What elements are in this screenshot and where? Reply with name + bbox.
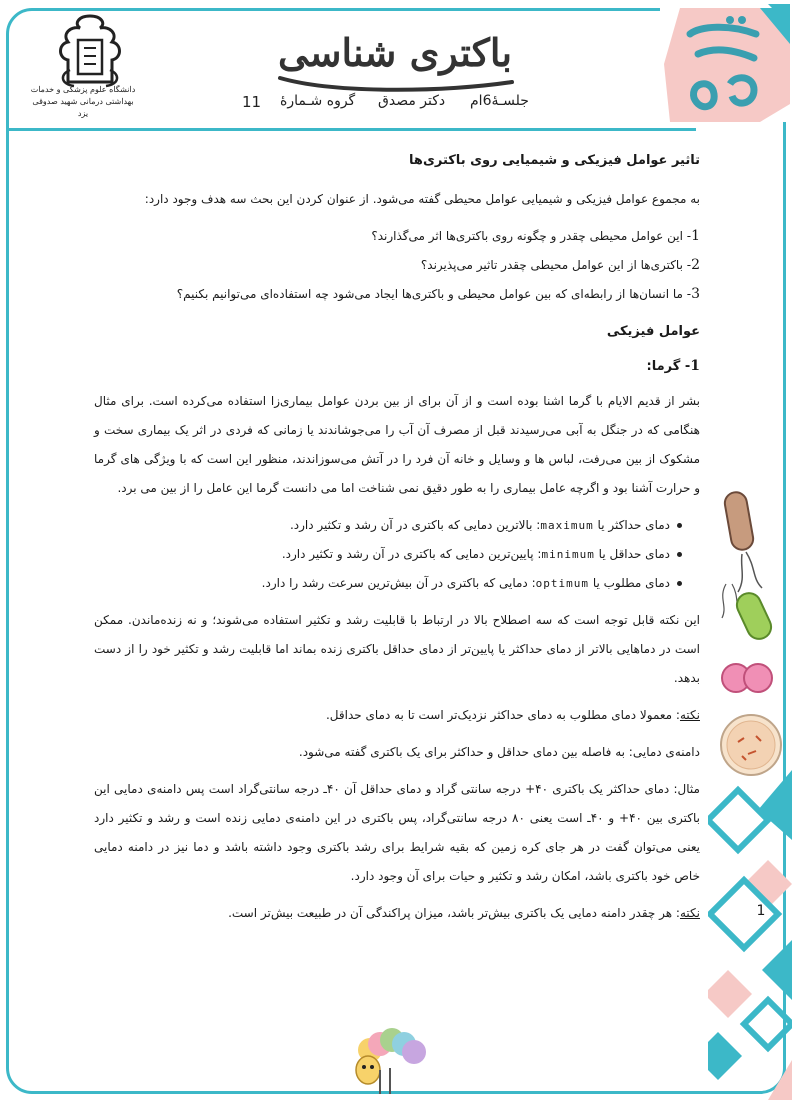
range-definition: دامنه‌ی دمایی: به فاصله بین دمای حداقل و حداکثر برای یک باکتری گفته می‌شود. bbox=[298, 745, 700, 759]
list-item-text: - ما انسان‌ها از رابطه‌ای که بین عوامل محیطی و باکتری‌ها ایجاد می‌شود چه استفاده‌ای می‌توانیم بکنیم؟ bbox=[176, 287, 692, 301]
course-title: باکتری شناسی bbox=[277, 30, 513, 75]
list-item bbox=[94, 280, 700, 309]
note-label: نکته bbox=[679, 708, 700, 722]
list-item-number: 2 bbox=[691, 257, 700, 273]
bullet-text: : دمایی که باکتری در آن بیش‌ترین سرعت رشد را دارد. bbox=[261, 576, 536, 590]
bullet-term: maximum bbox=[540, 519, 594, 532]
note-2 bbox=[94, 899, 700, 928]
note-1 bbox=[94, 701, 700, 730]
list-item-number: 1 bbox=[691, 228, 700, 244]
decorative-pattern bbox=[708, 770, 792, 1100]
bullet-text: : پایین‌ترین دمایی که باکتری در آن رشد و تکثیر دارد. bbox=[281, 547, 542, 561]
list-item bbox=[94, 222, 700, 251]
topic-heading bbox=[94, 352, 700, 381]
goals-list bbox=[94, 222, 700, 309]
main-content bbox=[94, 146, 700, 928]
petri-dish-icon bbox=[718, 712, 784, 778]
bullet-text: : بالاترین دمایی که باکتری در آن رشد و تکثیر دارد. bbox=[289, 518, 541, 532]
topic-number: 1 bbox=[690, 358, 700, 374]
group-number: 11 bbox=[242, 93, 262, 111]
diplococcus-icon bbox=[716, 658, 780, 698]
subsection-heading: عوامل فیزیکی bbox=[606, 324, 700, 339]
session-label: جلسـۀ6ام bbox=[470, 93, 529, 109]
group-label: گروه شـمارۀ bbox=[280, 93, 356, 109]
lecturer-name: دکتر مصدق bbox=[378, 93, 446, 109]
section-heading: تاثیر عوامل فیزیکی و شیمیایی روی باکتری‌ها bbox=[409, 153, 700, 168]
bullet-term: optimum bbox=[535, 577, 589, 590]
list-item-number: 3 bbox=[691, 286, 700, 302]
list-item bbox=[94, 251, 700, 280]
pezeshki-98-badge bbox=[660, 4, 790, 122]
list-item bbox=[94, 511, 682, 540]
bacteria-illustration bbox=[716, 488, 786, 648]
note-label: نکته bbox=[679, 906, 700, 920]
intro-paragraph: به مجموع عوامل فیزیکی و شیمیایی عوامل محیطی گفته می‌شود. از عنوان کردن این بحث سه هدف وجود دارد: bbox=[144, 192, 700, 206]
bullet-prefix: دمای مطلوب یا bbox=[592, 576, 670, 590]
bullet-prefix: دمای حداکثر یا bbox=[597, 518, 670, 532]
bullet-prefix: دمای حداقل یا bbox=[598, 547, 670, 561]
group-info bbox=[280, 93, 355, 109]
example-paragraph: مثال: دمای حداکثر یک باکتری ۴۰+ درجه سانتی گراد و دمای حداقل آن ۴۰ـ درجه سانتی‌گراد است پس دامنه‌ی دمایی این باکتری بین ۴۰+ و ۴۰ـ است یعنی ۸۰ درجه سانتی‌گراد، پس باکتری در این دامنه‌ی دمایی زنده است و رشد و تکثیر دارد یعنی می‌توان گفت در هر جای کره زمین که بقیه شرایط برای رشد باکتری وجود داشته باشد و دما نیز در دامنه دمایی خاص خود باکتری باشد، امکان رشد و تکثیر و حیات برای آن وجود دارد. bbox=[94, 782, 700, 883]
growth-note-paragraph: این نکته قابل توجه است که سه اصطلاح بالا در ارتباط با قابلیت رشد و تکثیر استفاده می‌شوند؛ و نه زنده‌ماندن. ممکن است در دماهایی بالاتر از دمای حداکثر یا پایین‌تر از دمای حداقل باکتری زنده بماند اما قابلیت رشد و تکثیر خود را از دست بدهد. bbox=[94, 613, 700, 685]
list-item bbox=[94, 569, 682, 598]
topic-title: - گرما: bbox=[646, 359, 691, 374]
list-item-text: - باکتری‌ها از این عوامل محیطی چقدر تاثیر می‌پذیرند؟ bbox=[420, 258, 692, 272]
university-name: دانشگاه علوم پزشکی و خدمات بهداشتی درمانی شهید صدوقی یزد bbox=[30, 85, 136, 118]
heat-paragraph: بشر از قدیم الایام با گرما اشنا بوده است و از آن برای از بین بردن عوامل بیماری‌زا استفاده می‌کرده است. برای مثال هنگامی که در جنگل به آبی می‌رسیدند قبل از مصرف آن آب را می‌جوشاندند یا زمانی که فردی در اثر یک بیماری سخت و مشکوک از بین می‌رفت، لباس ها و وسایل و خانه آن فرد را در آتش می‌سوزاندند، منظور این است که با ویژگی های گرما و حرارت آشنا بود و اگرچه عامل بیماری را به طور دقیق نمی شناخت اما می دانست گرما این عامل را از بین می برد. bbox=[94, 394, 700, 495]
header-divider bbox=[6, 128, 696, 131]
title-swoosh bbox=[276, 72, 516, 92]
page-number: 1 bbox=[756, 903, 766, 919]
bullet-term: minimum bbox=[541, 548, 595, 561]
temperature-bullets bbox=[94, 511, 700, 598]
list-item-text: - این عوامل محیطی چقدر و چگونه روی باکتری‌ها اثر می‌گذارند؟ bbox=[371, 229, 692, 243]
caterpillar-mascot bbox=[350, 1020, 432, 1100]
note-text: : معمولا دمای مطلوب به دمای حداکثر نزدیک‌تر است تا به دمای حداقل. bbox=[325, 708, 680, 722]
note-text: : هر چقدر دامنه دمایی یک باکتری بیش‌تر باشد، میزان پراکندگی آن در طبیعت بیش‌تر است. bbox=[228, 906, 680, 920]
list-item bbox=[94, 540, 682, 569]
